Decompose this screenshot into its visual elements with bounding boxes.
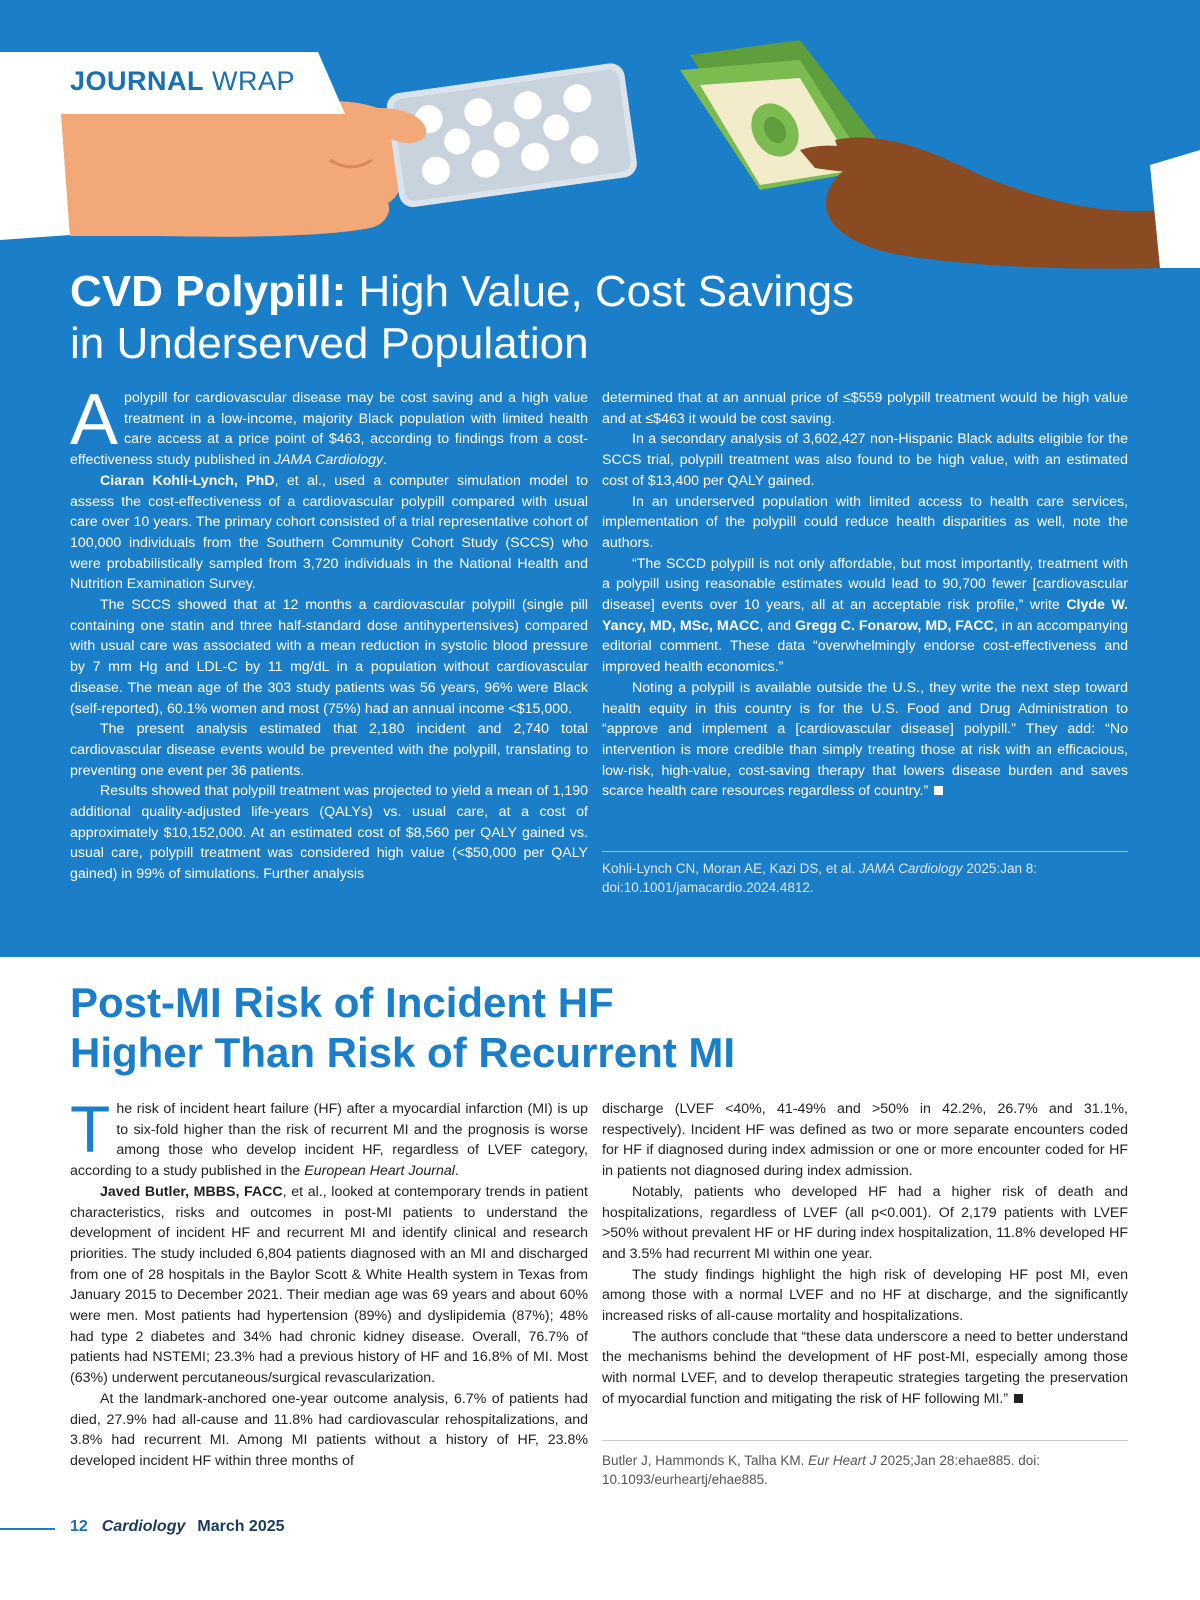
article2-title-line1: Post-MI Risk of Incident HF [70,979,614,1026]
article1-paragraph: The SCCS showed that at 12 months a cardiovascular polypill (single pill containing one statin and three half-standard dose antihypertensives) compared with usual care was associated with a mean reduction in systolic blood pressure by 7 mm Hg and LDL-C by 11 mg/dL in a population without cardiovascular disease. The mean age of the 303 study patients was 56 years, 96% were Black (self-reported), 60.1% women and most (75%) had an annual income <$15,000. [70,597,588,717]
header-illustration [0,0,1200,270]
article1-title [70,266,1130,370]
article2-paragraph: Notably, patients who developed HF had a higher risk of death and hospitalizations, regardless of LVEF (all p<0.001). Of 2,179 patients with LVEF >50% without prevalent HF or HF during index hospitalization, 11.8% developed HF and 3.5% had recurrent MI within one year. [602,1183,1128,1262]
end-mark-icon [934,786,943,795]
author-name: Ciaran Kohli-Lynch, PhD [100,472,275,489]
article2-paragraph: discharge (LVEF <40%, 41-49% and >50% in 42.2%, 26.7% and 31.1%, respectively). Incident HF was defined as two or more separate encounters coded for HF if diagnosed during index admission or one or more encounter coded for HF in patients not diagnosed during index admission. [602,1101,1128,1180]
article1-paragraph: Noting a polypill is available outside the U.S., they write the next step toward health equity in this country is for the U.S. Food and Drug Administration to “approve and implement a [cardiovascular disease] polypill.” They add: “No intervention is more credible than simply treating those at risk with an efficacious, low-risk, high-value, cost-saving therapy that lowers disease burden and saves scarce health care resources regardless of country.” [602,679,1128,800]
article2-paragraph: The study findings highlight the high risk of developing HF post MI, even among those with a normal LVEF and no HF at discharge, and the significantly increased risks of all-cause mortality and hospitalizations. [602,1266,1128,1325]
page-footer [70,1518,285,1536]
section-label [70,66,295,97]
reference-divider [602,1440,1128,1441]
article1-paragraph: In a secondary analysis of 3,602,427 non-Hispanic Black adults eligible for the SCCS trial, polypill treatment was also found to be high value, with an estimated cost of $13,400 per QALY gained. [602,431,1128,489]
article1-paragraph: Results showed that polypill treatment was projected to yield a mean of 1,190 additional quality-adjusted life-years (QALYs) vs. usual care, at a cost of approximately $10,152,000. At an estimated cost of $8,560 per QALY gained vs. usual care, polypill treatment was considered high value (<$50,000 per QALY gained) in 99% of simulations. Further analysis [70,783,588,883]
article2-paragraph: Javed Butler, MBBS, FACC, et al., looked at contemporary trends in patient characteristics, risks and outcomes in post-MI patients to understand the development of incident HF and recurrent MI and identify clinical and research priorities. The study included 6,804 patients diagnosed with an MI and discharged from one of 28 hospitals in the Baylor Scott & White Health system in Texas from January 2015 to December 2021. Their median age was 69 years and about 60% were men. Most patients had hypertension (89%) and dyslipidemia (87%); 48% had type 2 diabetes and 34% had chronic kidney disease. Overall, 76.7% of patients had NSTEMI; 23.3% had a previous history of HF and 16.8% of MI. Most (63%) underwent percutaneous/surgical revascularization. [70,1183,588,1387]
page-number: 12 [70,1518,88,1535]
article1-title-rest: High Value, Cost Savings [346,267,855,316]
article1-paragraph: In an underserved population with limited access to health care services, implementation of the polypill could reduce health disparities as well, note the authors. [602,493,1128,551]
article2-column-left [70,1092,588,1472]
drop-cap: A [70,380,119,460]
article1-paragraph: Apolypill for cardiovascular disease may be cost saving and a high value treatment in a low-income, majority Black population with limited health care access at a price point of $463, according to findings from a cost-effectiveness study published in JAMA Cardiology. [70,380,588,469]
article2-title [70,978,1150,1078]
footer-rule [0,1528,55,1530]
article1-reference: Kohli-Lynch CN, Moran AE, Kazi DS, et al. JAMA Cardiology 2025:Jan 8: doi:10.1001/jamacardio.2024.4812. [602,861,1037,895]
author-name: Gregg C. Fonarow, MD, FACC [794,617,994,634]
article1-paragraph: Ciaran Kohli-Lynch, PhD, et al., used a computer simulation model to assess the cost-effectiveness of a cardiovascular polypill compared with usual care over 10 years. The primary cohort consisted of a trial representative cohort of 100,000 individuals from the Southern Community Cohort Study (SCCS) who were probabilistically sampled from 3,720 individuals in the National Health and Nutrition Examination Survey. [70,472,588,593]
article2-column-right [602,1099,1128,1410]
end-mark-icon [1014,1394,1023,1403]
reference-divider [602,851,1128,852]
right-hand [826,137,1160,268]
article1-paragraph: The present analysis estimated that 2,180 incident and 2,740 total cardiovascular disease events would be prevented with the polypill, translating to preventing one event per 36 patients. [70,721,588,779]
article1-title-line2: in Underserved Population [70,319,589,368]
article2-reference: Butler J, Hammonds K, Talha KM. Eur Heart J 2025;Jan 28:ehae885. doi: 10.1093/eurheartj/ehae885. [602,1453,1041,1487]
section-label-strong: JOURNAL [70,66,205,96]
left-sleeve [0,98,70,240]
magazine-name: Cardiology [101,1518,186,1535]
issue-date: March 2025 [197,1518,285,1535]
article1-title-strong: CVD Polypill: [70,267,347,316]
section-label-light: WRAP [204,66,296,96]
article2-paragraph: The authors conclude that “these data underscore a need to better understand the mechanisms behind the development of HF post-MI, especially among those with normal LVEF, and to develop therapeutic strategies targeting the preservation of myocardial function and mitigating the risk of HF following MI.” [602,1328,1128,1407]
article2-paragraph: The risk of incident heart failure (HF) after a myocardial infarction (MI) is up to six-fold higher than the risk of recurrent MI and the prognosis is worse among those who develop incident HF, regardless of LVEF category, according to a study published in the European Heart Journal. [70,1092,588,1180]
author-name: Javed Butler, MBBS, FACC [100,1183,283,1200]
article2-title-line2: Higher Than Risk of Recurrent MI [70,1029,736,1076]
article1-column-left [70,380,588,885]
article1-paragraph: determined that at an annual price of ≤$559 polypill treatment would be high value and at ≤$463 it would be cost saving. [602,390,1128,427]
article1-paragraph: “The SCCD polypill is not only affordable, but most importantly, treatment with a polypill using reasonable estimates would lead to 90,700 fewer [cardiovascular disease] events over 10 years, all at an acceptable risk profile,” write Clyde W. Yancy, MD, MSc, MACC, and Gregg C. Fonarow, MD, FACC, in an accompanying editorial comment. These data “overwhelmingly endorse cost-effectiveness and improved health economics.” [602,555,1129,676]
drop-cap: T [70,1092,111,1166]
author-name: Clyde W. Yancy, MD, MSc, MACC [602,597,1128,634]
article2-paragraph: At the landmark-anchored one-year outcome analysis, 6.7% of patients had died, 27.9% had all-cause and 11.8% had cardiovascular rehospitalizations, and 3.8% had recurrent MI. Among MI patients without a history of HF, 23.8% developed incident HF within three months of [70,1390,588,1469]
article1-column-right [602,388,1128,802]
